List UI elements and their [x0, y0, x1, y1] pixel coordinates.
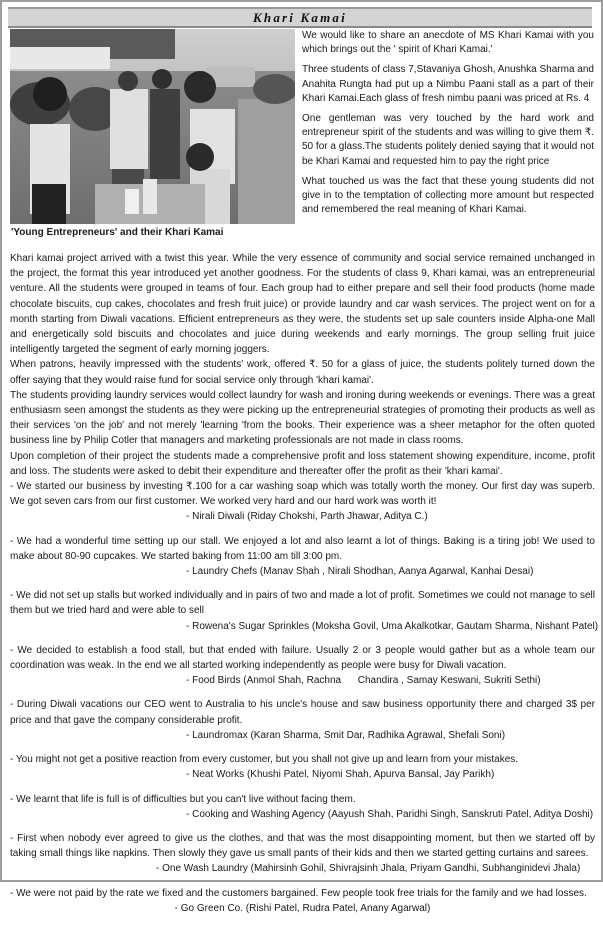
student-quote	[10, 697, 595, 743]
photo-caption: 'Young Entrepreneurs' and their Khari Kamai	[11, 227, 224, 238]
quote-attribution: - One Wash Laundry (Mahirsinh Gohil, Shivrajsinh Jhala, Priyam Gandhi, Subhanginidevi Jhala)	[156, 863, 581, 875]
anecdote-paragraph: What touched us was the fact that these young students did not give in to the temptation of collecting more amount but respected and remembered the real meaning of Khari Kamai.	[302, 175, 594, 216]
quote-attribution: - Laundromax (Karan Sharma, Smit Dar, Radhika Agrawal, Shefali Soni)	[186, 729, 506, 741]
article-body	[10, 251, 599, 925]
student-quote	[10, 588, 599, 634]
photo-icon	[10, 29, 295, 224]
student-quote	[10, 479, 595, 525]
body-paragraph: Upon completion of their project the students made a comprehensive profit and loss statement showing expenditure, income, profit and loss. The students were asked to debit their expenditure and thereafter offer the profit as their 'khari kamai'.	[10, 450, 595, 477]
quote-attribution: - Neat Works (Khushi Patel, Niyomi Shah, Apurva Bansal, Jay Parikh)	[186, 769, 495, 781]
section-title-bar	[8, 7, 592, 28]
anecdote-paragraph: We would like to share an anecdote of MS Khari Kamai with you which brings out the ' spirit of Khari Kamai.'	[302, 30, 594, 56]
quote-text: - First when nobody ever agreed to give us the clothes, and that was the most disappointing moment, but then we started off by taking small things like napkins. Then slowly they gave us small pants of their kids and then we started getting curtains and sarees.	[10, 832, 595, 860]
quote-text: - During Diwali vacations our CEO went to Australia to his uncle's house and saw business opportunity there and charged 3$ per price and that gave the company considerable profit.	[10, 699, 595, 726]
quote-attribution: - Go Green Co. (Rishi Patel, Rudra Patel, Anany Agarwal)	[174, 902, 431, 914]
photo-image	[10, 29, 295, 224]
quote-attribution: - Rowena's Sugar Sprinkles (Moksha Govil, Uma Akalkotkar, Gautam Sharma, Nishant Patel)	[186, 620, 599, 632]
student-quote	[10, 831, 595, 877]
section-title: Khari Kamai	[253, 10, 347, 25]
student-quote	[10, 752, 595, 782]
quote-text: - We did not set up stalls but worked individually and in pairs of two and made a lot of profit. Sometimes we could not manage to sell them but we tried hard and were able to sell	[10, 590, 595, 617]
student-quote	[10, 792, 595, 822]
quote-text: - We decided to establish a food stall, but that ended with failure. Usually 2 or 3 people would gather but as a whole team our coordination was weak. In the end we all started working independently as people were busy for Diwali vacation.	[10, 644, 595, 672]
quote-attribution: - Cooking and Washing Agency (Aayush Shah, Paridhi Singh, Sanskruti Patel, Aditya Doshi)	[186, 808, 594, 820]
anecdote-column	[302, 29, 594, 223]
body-paragraph: Khari kamai project arrived with a twist this year. While the very essence of community and social service remained unchanged in the project, the format this year introduced yet another goodness. For the students of class 9, Khari kamai, was an entrepreneurial venture. All the students were grouped in teams of four. Each group had to either prepare and sell their food products (home made chocolate biscuits, cup cakes, chocolates and fresh fruit juice) or provide laundry and car wash services. The project went on for a month starting from Diwali vacations. Efficient entrepreneurs as they were, the students set up sale counters inside Alpha-one Mall and energetically sold biscuits and chocolates and juice during weekends and early mornings. The group selling fruit juice intelligently targeted the segment of early morning joggers.	[10, 253, 595, 356]
quote-text: - We started our business by investing ₹.100 for a car washing soap which was totally worth the money. Our first day was superb. We got seven cars from our first customer. We worked very hard and our hard work was worth it!	[10, 481, 595, 508]
quote-attribution: - Nirali Diwali (Riday Chokshi, Parth Jhawar, Aditya C.)	[186, 511, 428, 523]
quote-text: - You might not get a positive reaction from every customer, but you shall not give up and learn from your mistakes.	[10, 754, 519, 766]
student-quote	[10, 886, 595, 916]
quote-text: - We had a wonderful time setting up our stall. We enjoyed a lot and also learnt a lot of things. Baking is a tiring job! We used to make about 80-90 cupcakes. We started baking from 11:00 am till 3:00 pm.	[10, 535, 595, 562]
anecdote-paragraph: Three students of class 7,Stavaniya Ghosh, Anushka Sharma and Anahita Rungta had put up a Nimbu Paani stall as a part of their Khari Kamai.Each glass of fresh nimbu paani was priced at Rs. 4	[302, 64, 594, 104]
student-quote	[10, 643, 595, 689]
quote-text: - We learnt that life is full is of difficulties but you can't live without facing them.	[10, 793, 356, 805]
body-paragraph: The students providing laundry services would collect laundry for wash and ironing during weekends or evenings. There was a great enthusiasm seen amongst the students as they were picking up the entrepreneurial strategies of promoting their products as well as their services 'on the job' and not merely 'learning 'from the books. Their experience was a sheer metaphor for the often quoted business line by Philip Cotler that managers and marketing professionals are not made in class rooms.	[10, 389, 595, 447]
body-paragraph: When patrons, heavily impressed with the students' work, offered ₹. 50 for a glass of juice, the students politely turned down the offer saying that they would raise fund for social service only through 'khari kamai'.	[10, 359, 595, 386]
student-quote	[10, 534, 595, 580]
quote-text: - We were not paid by the rate we fixed and the customers bargained. Few people took free trials for the family and we had losses.	[10, 887, 587, 899]
quote-attribution: - Food Birds (Anmol Shah, Rachna Chandira , Samay Keswani, Sukriti Sethi)	[186, 675, 541, 687]
quote-attribution: - Laundry Chefs (Manav Shah , Nirali Shodhan, Aanya Agarwal, Kanhai Desai)	[186, 566, 534, 578]
anecdote-paragraph: One gentleman was very touched by the hard work and entrepreneur spirit of the students and was willing to give them ₹. 50 for a glass.The students politely denied saying that it would not be Khari Kamai and requested him to pay the right price	[302, 113, 594, 167]
